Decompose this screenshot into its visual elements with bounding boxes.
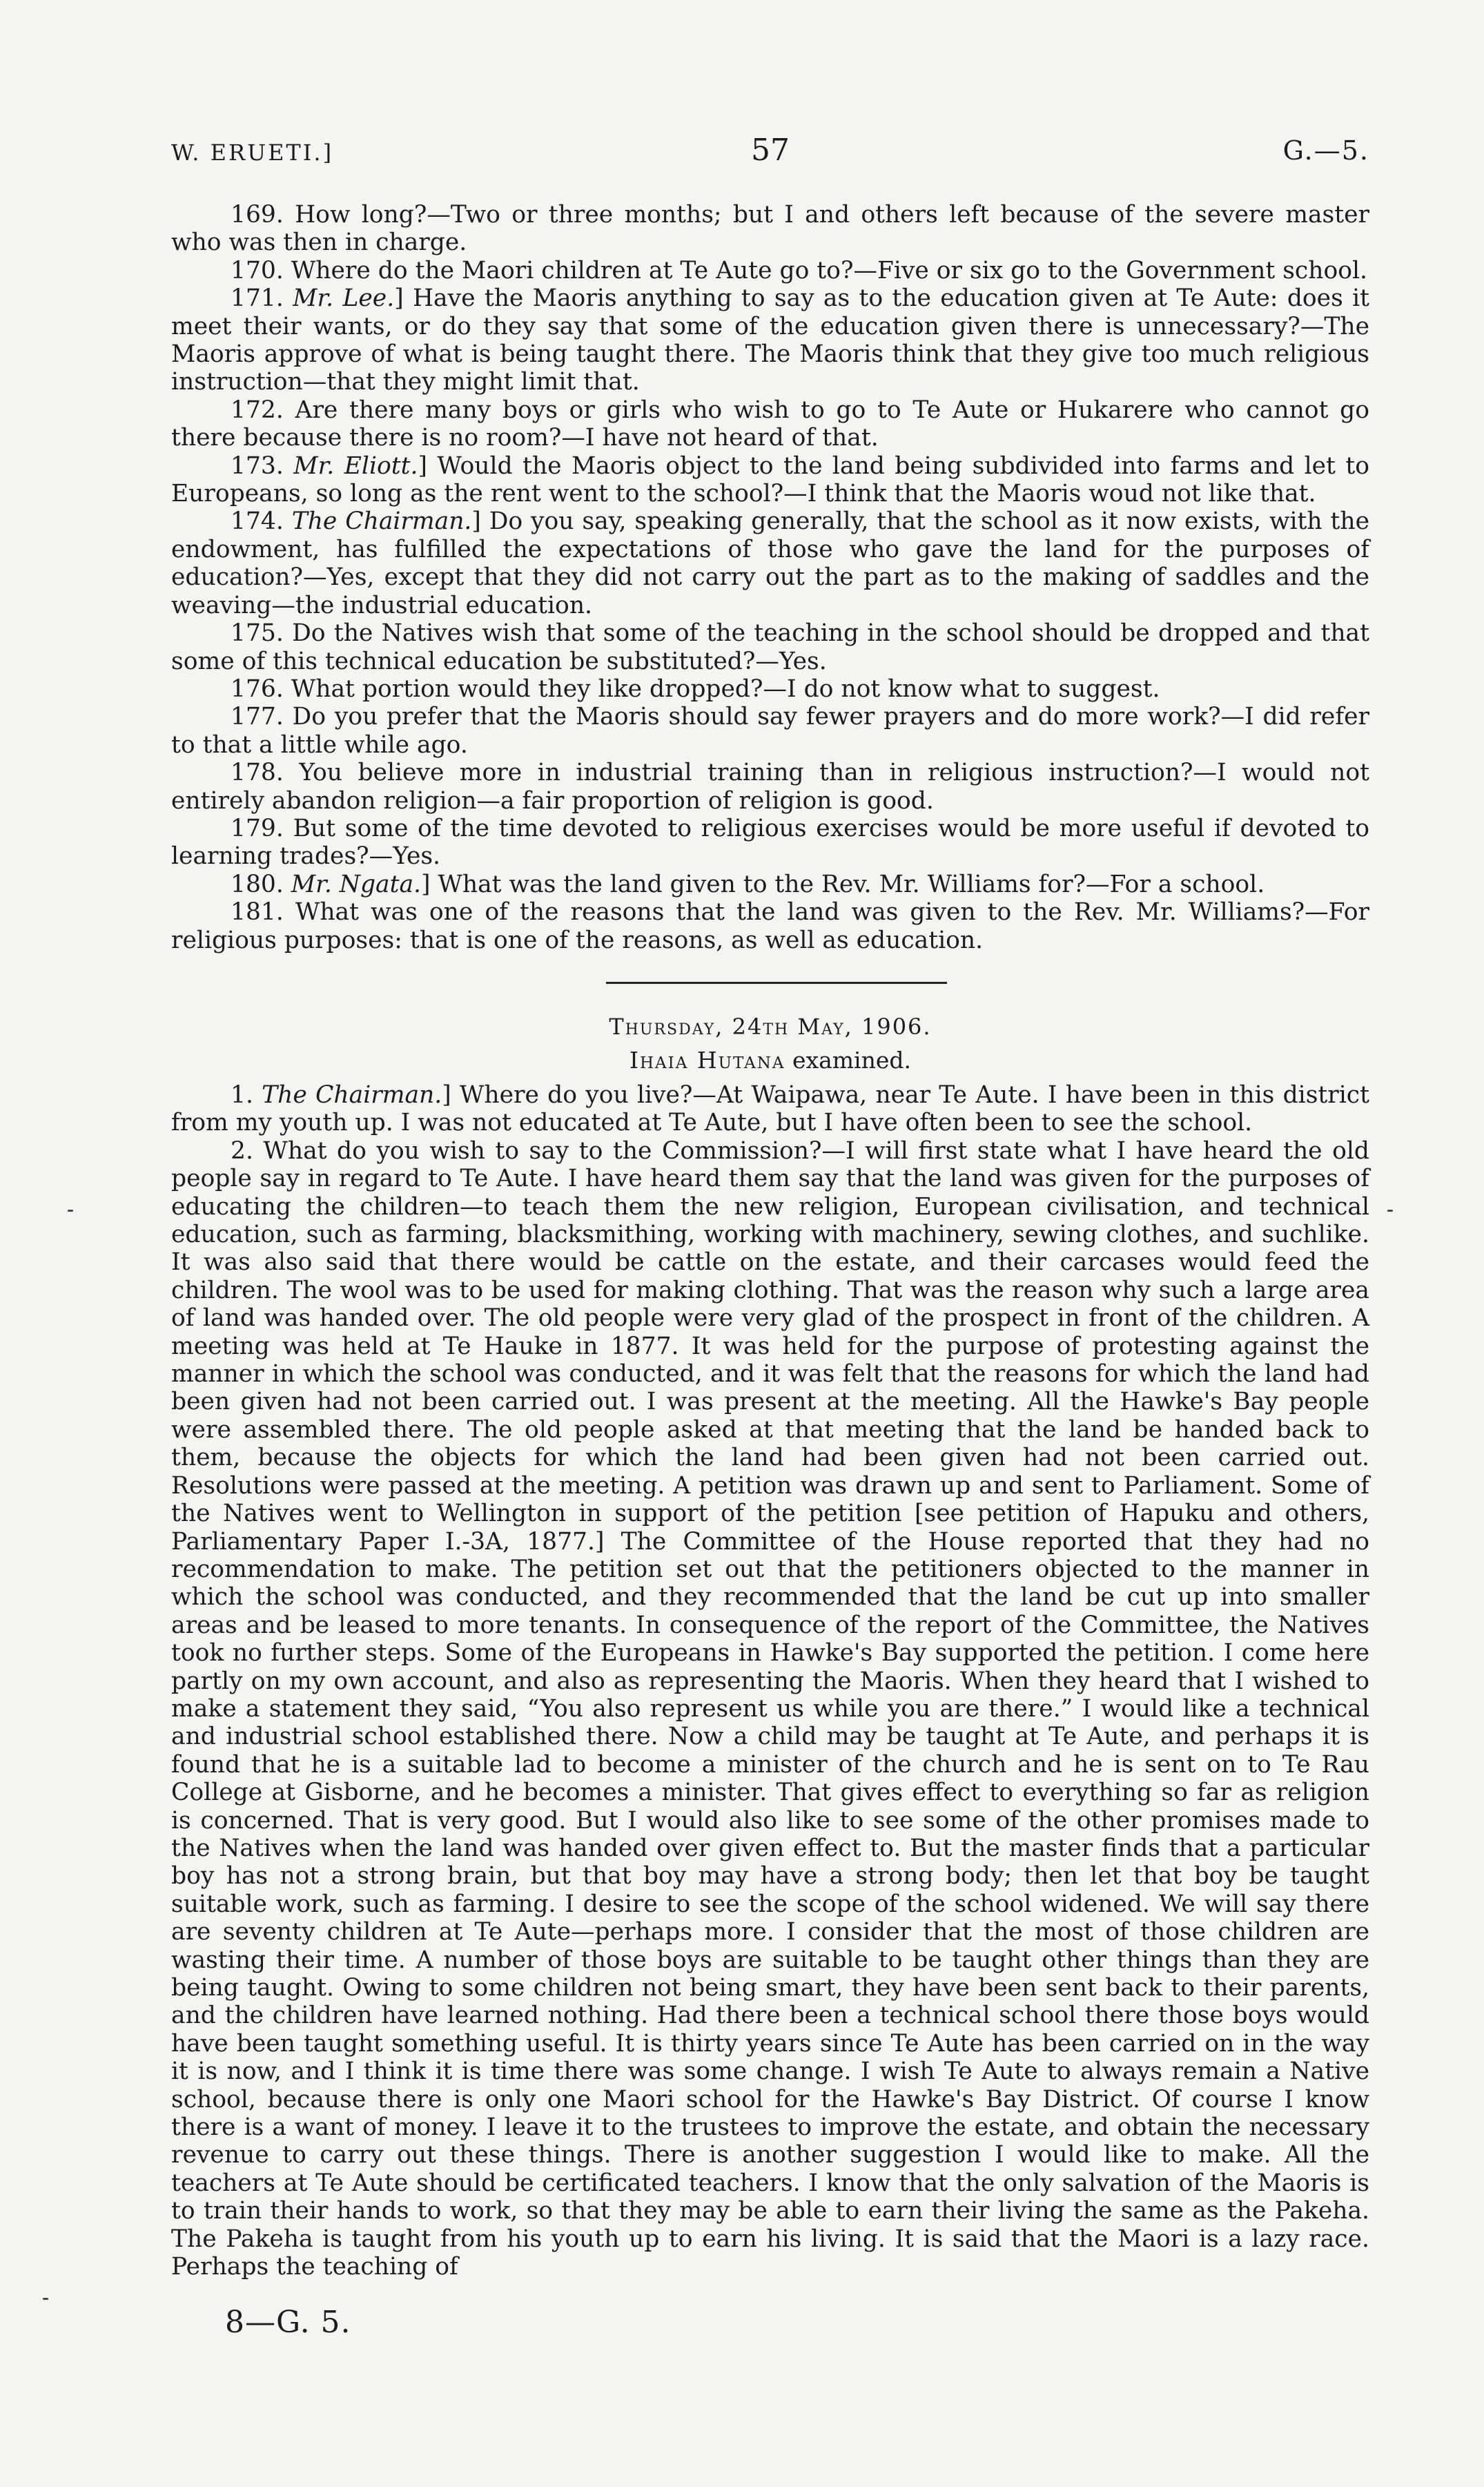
evidence-block-erueti [171,201,1369,954]
evidence-paragraph: 172. Are there many boys or girls who wish to go to Te Aute or Hukarere who cannot go there because there is no room?—I have not heard of that. [171,396,1369,452]
header-witness-name: W. ERUETI.] [171,139,334,166]
page-number: 57 [751,133,790,168]
speaker-name: The Chairman. [291,507,472,536]
evidence-paragraph: 177. Do you prefer that the Maoris should say fewer prayers and do more work?—I did refer to that a little while ago. [171,703,1369,759]
witness-name: Ihaia Hutana [629,1047,785,1074]
evidence-paragraph: 173. Mr. Eliott.] Would the Maoris object to the land being subdivided into farms and let to Europeans, so long as the rent went to the school?—I think that the Maoris woud not like that. [171,452,1369,508]
evidence-paragraph: 1. The Chairman.] Where do you live?—At Waipawa, near Te Aute. I have been in this district from my youth up. I was not educated at Te Aute, but I have often been to see the school. [171,1081,1369,1137]
evidence-block-hutana [171,1081,1369,2281]
evidence-paragraph: 171. Mr. Lee.] Have the Maoris anything to say as to the education given at Te Aute: does it meet their wants, or do they say that some of the education given there is unnecessary?—The Maoris approve of what is being taught there. The Maoris think that they give too much religious instruction—that they might limit that. [171,284,1370,396]
evidence-paragraph: 181. What was one of the reasons that the land was given to the Rev. Mr. Williams?—For religious purposes: that is one of the reasons, as well as education. [171,898,1369,954]
witness-examined-label: examined. [785,1047,912,1074]
evidence-paragraph: 174. The Chairman.] Do you say, speaking generally, that the school as it now exists, with the endowment, has fulfilled the expectations of those who gave the land for the purposes of education?—Yes, except that they did not carry out the part as to the making of saddles and the weaving—the industrial education. [171,507,1370,619]
header-paper-reference: G.—5. [1282,135,1369,166]
speaker-name: The Chairman. [262,1081,442,1109]
page-header [171,133,1369,174]
page-signature-mark: 8—G. 5. [225,2305,351,2340]
evidence-paragraph: 169. How long?—Two or three months; but I and others left because of the severe master who was then in charge. [171,201,1369,257]
speaker-name: Mr. Ngata. [291,870,421,898]
date-heading: Thursday, 24th May, 1906. [609,1014,932,1040]
evidence-paragraph: 170. Where do the Maori children at Te Aute go to?—Five or six go to the Government school. [231,256,1367,284]
witness-heading [171,1047,1369,1074]
margin-speck [43,2298,48,2300]
evidence-paragraph: 179. But some of the time devoted to religious exercises would be more useful if devoted to learning trades?—Yes. [171,814,1369,871]
evidence-paragraph: 178. You believe more in industrial training than in religious instruction?—I would not entirely abandon religion—a fair proportion of religion is good. [171,759,1369,815]
evidence-paragraph: 2. What do you wish to say to the Commission?—I will first state what I have heard the old people say in regard to Te Aute. I have heard them say that the land was given for the purposes of educating the children—to teach them the new religion, European civilisation, and technical education, such as farming, blacksmithing, working with machinery, sewing clothes, and suchlike. It was also said that there would be cattle on the estate, and their carcases would feed the children. The wool was to be used for making clothing. That was the reason why such a large area of land was handed over. The old people were very glad of the prospect in front of the children. A meeting was held at Te Hauke in 1877. It was held for the purpose of protesting against the manner in which the school was conducted, and it was felt that the reasons for which the land had been given had not been carried out. I was present at the meeting. All the Hawke's Bay people were assembled there. The old people asked at that meeting that the land be handed back to them, because the objects for which the land had been given had not been carried out. Resolutions were passed at the meeting. A petition was drawn up and sent to Parliament. Some of the Natives went to Wellington in support of the petition [see petition of Hapuku and others, Parliamentary Paper I.-3A, 1877.] The Committee of the House reported that they had no recommendation to make. The petition set out that the petitioners objected to the manner in which the school was conducted, and they recommended that the land be cut up into smaller areas and be leased to more tenants. In consequence of the report of the Committee, the Natives took no further steps. Some of the Europeans in Hawke's Bay supported the petition. I come here partly on my own account, and also as representing the Maoris. When they heard that I wished to make a statement they said, “You also represent us while you are there.” I would like a technical and industrial school established there. Now a child may be taught at Te Aute, and perhaps it is found that he is a suitable lad to become a minister of the church and he is sent on to Te Rau College at Gisborne, and he becomes a minister. That gives effect to everything so far as religion is concerned. That is very good. But I would also like to see some of the other promises made to the Natives when the land was handed over given effect to. But the master finds that a particular boy has not a strong brain, but that boy may have a strong body; then let that boy be taught suitable work, such as farming. I desire to see the scope of the school widened. We will say there are seventy children at Te Aute—perhaps more. I consider that the most of those children are wasting their time. A number of those boys are suitable to be taught other things than they are being taught. Owing to some children not being smart, they have been sent back to their parents, and the children have learned nothing. Had there been a technical school there those boys would have been taught something useful. It is thirty years since Te Aute has been carried on in the way it is now, and I think it is time there was some change. I wish Te Aute to always remain a Native school, because there is only one Maori school for the Hawke's Bay District. Of course I know there is a want of money. I leave it to the trustees to improve the estate, and obtain the necessary revenue to carry out these things. There is another suggestion I would like to make. All the teachers at Te Aute should be certificated teachers. I know that the only salvation of the Maoris is to train their hands to work, so that they may be able to earn their living the same as the Pakeha. The Pakeha is taught from his youth up to earn his living. It is said that the Maori is a lazy race. Perhaps the teaching of [171,1136,1369,2281]
evidence-paragraph: 176. What portion would they like dropped?—I do not know what to suggest. [231,675,1160,703]
section-divider [606,982,947,984]
margin-speck [68,1210,73,1212]
margin-speck [1387,1210,1393,1212]
speaker-name: Mr. Lee. [293,284,395,313]
evidence-paragraph: 175. Do the Natives wish that some of the teaching in the school should be dropped and that some of this technical education be substituted?—Yes. [171,619,1369,675]
speaker-name: Mr. Eliott. [293,452,418,480]
evidence-paragraph: 180. Mr. Ngata.] What was the land given to the Rev. Mr. Williams for?—For a school. [231,870,1265,898]
